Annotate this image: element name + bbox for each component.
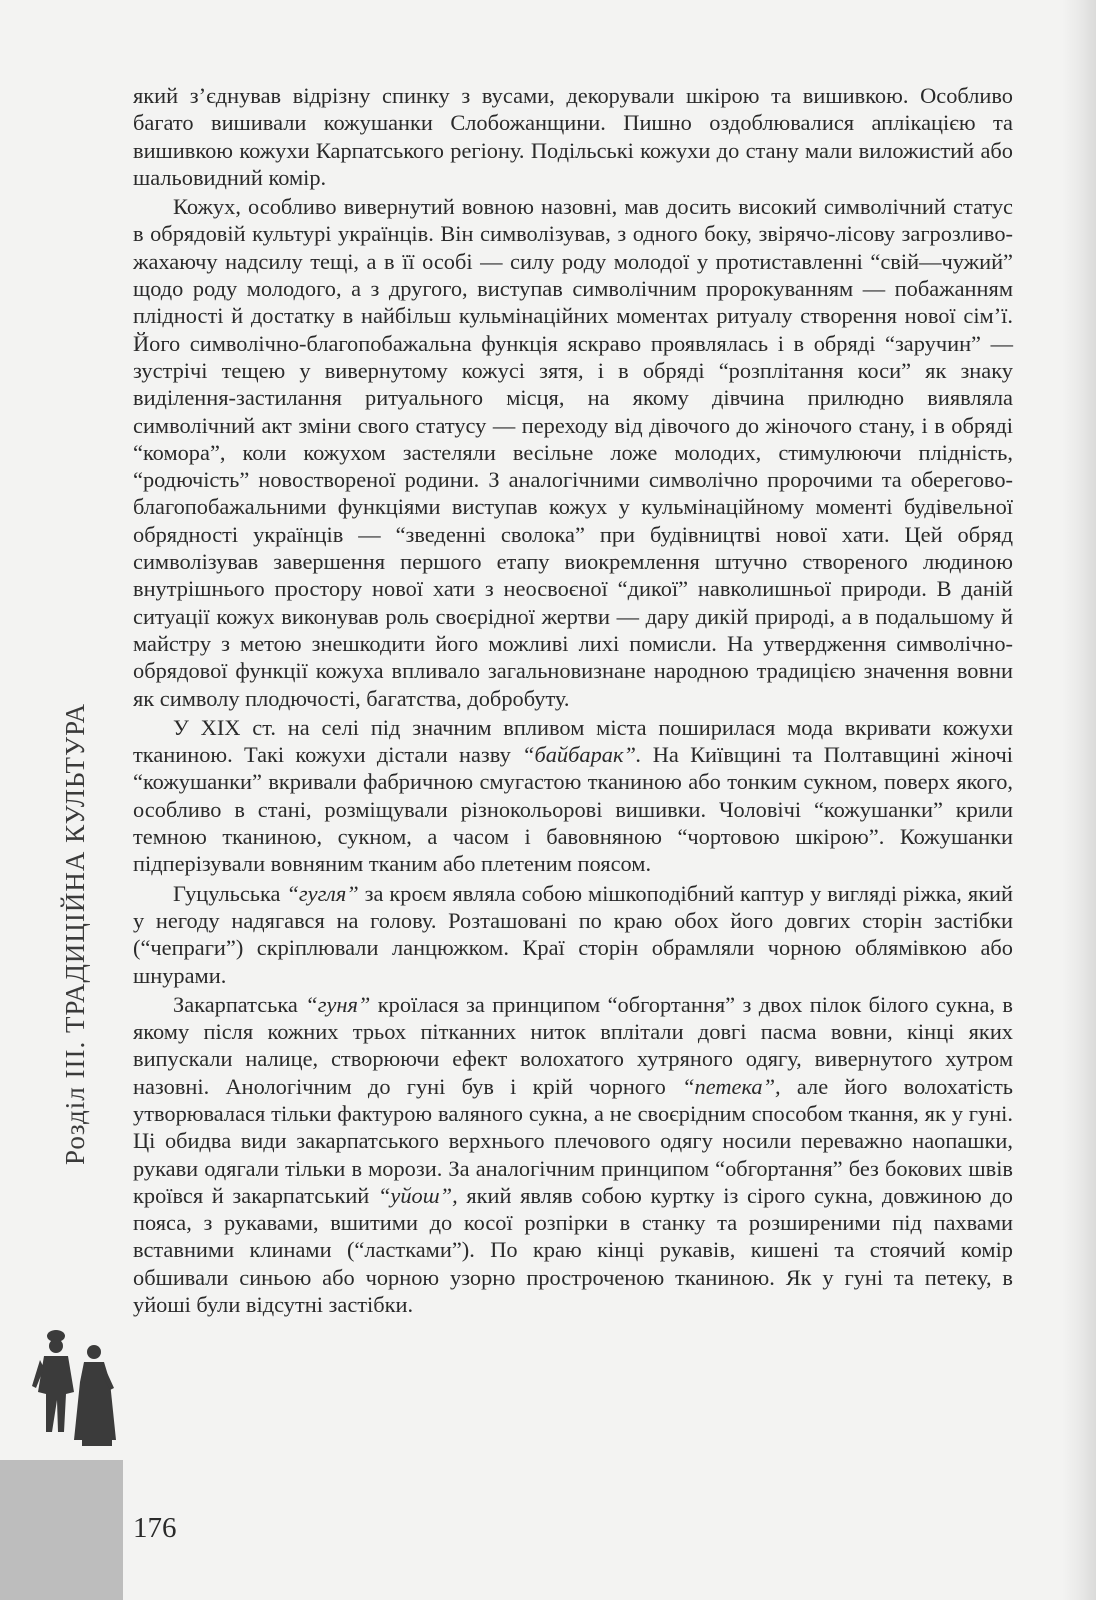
text-run: який являв собою куртку із сірого сукна, довжиною до пояса, з рукавами, вшитими до косої розпірки в станку та розширеними під пахвами вставними клинами (“ластками”). По краю кінці рукавів, кишені та стоячий комір обшивали синьою або чорною узорно простроченою тканиною. Як у гуні та петеку, в уйоші були відсутні застібки. xyxy=(133,1182,1013,1318)
term-italic: “уйош”, xyxy=(377,1182,458,1208)
paragraph xyxy=(133,991,1013,1319)
text-run: Кожух, особливо вивернутий вовною назовні, мав досить високий символічний статус в обрядовій культурі українців. Він символізував, з одного боку, звірячо-лісову загрозливо-жахаючу надсилу тещі, а в її особі — силу роду молодої у протиставленні “свій—чужий” щодо роду молодого, а з другого, виступав символічним пророкуванням — побажанням плідності й достатку в найбільш кульмінаційних моментах ритуалу створення нової сім’ї. Його символічно-благопобажальна функція яскраво проявлялась і в обряді “заручин” — зустрічі тещею у вивернутому кожусі зятя, і в обряді “розплітання коси” як знаку виділення-застилання ритуального місця, на якому дівчина прилюдно виявляла символічний акт зміни свого статусу — переходу від дівочого до жіночого стану, і в обряді “комора”, коли кожухом застеляли весільне ложе молодих, стимулюючи плідність, “родючість” новоствореної родини. З аналогічними символічно пророчими та оберегово-благопобажальними функціями виступав кожух у кульмінаційному моменті будівельної обрядності українців — “зведенні сволока” при будівництві нової хати. Цей обряд символізував завершення першого етапу виокремлення штучно створеного людиною внутрішнього простору нової хати з неосвоєної “дикої” навколишньої природи. В даній ситуації кожух виконував роль своєрідної жертви — дару дикій природі, а в подальшому й майстру з метою знешкодити його можливі лихі помисли. На утвердження символічно-обрядової функції кожуха впливало загальновизнане народною традицією значення вовни як символу плодючості, багатства, добробуту. xyxy=(133,194,1013,711)
paragraph xyxy=(133,880,1013,989)
text-run: за кроєм являла собою мішкоподібний каптур у вигляді ріжка, який у негоду надягався на голову. Розташовані по краю обох його довгих сторін застібки (“чепраги”) скріплювали ланцюжком. Краї сторін обрамляли чорною облямівкою або шнурами. xyxy=(133,880,1014,988)
paragraph xyxy=(133,82,1013,191)
text-run: Гуцульська xyxy=(173,880,287,906)
body-text xyxy=(133,82,1013,1320)
term-italic: “гуня” xyxy=(305,991,371,1017)
text-run: але його волохатість утворювалася тільки фактурою валяного сукна, а не своєрідним способом ткання, як у гуні. Ці обидва види закарпатського верхнього плечового одягу носили переважно наопашки, рукави одягали тільки в морози. За аналогічним принципом “обгортання” без бокових швів кроївся й закарпатський xyxy=(133,1073,1013,1208)
term-italic: “байбарак”. xyxy=(522,742,642,768)
text-run: У XIX ст. на селі під значним впливом міста поширилася мода вкривати кожухи тканиною. Такі кожухи дістали назву xyxy=(133,714,1013,768)
page-number: 176 xyxy=(133,1512,177,1544)
section-title-vertical: Розділ III. ТРАДИЦІЙНА КУЛЬТУРА xyxy=(60,702,90,1165)
term-italic: “гугля” xyxy=(286,880,359,906)
page-edge-shadow xyxy=(1062,0,1096,1600)
paragraph xyxy=(133,714,1013,878)
text-run: Закарпатська xyxy=(173,991,306,1017)
corner-grey-block xyxy=(0,1460,123,1600)
text-run: кроїлася за принципом “обгортання” з двох пілок білого сукна, в якому після кожних трьох пітканних ниток вплітали довгі пасма вовни, кінці яких випускали налице, створюючи ефект волохатого хутряного одягу, вивернутого хутром назовні. Анологічним до гуні був і крій чорного xyxy=(133,991,1014,1099)
text-run: На Київщині та Полтавщині жіночі “кожушанки” вкривали фабричною смугастою тканиною або тонким сукном, поверх якого, особливо в стані, розміщували різнокольорові вишивки. Чоловічі “кожушанки” крили темною тканиною, сукном, а часом і бавовняною “чортовою шкірою”. Кожушанки підперізували вовняним тканим або плетеним поясом. xyxy=(133,742,1013,877)
term-italic: “петека”, xyxy=(682,1073,781,1099)
paragraph xyxy=(133,193,1013,712)
text-run: який з’єднував відрізну спинку з вусами, декорували шкірою та вишивкою. Особливо багато вишивали кожушанки Слобожанщини. Пишно оздоблювалися аплікацією та вишивкою кожухи Карпатського регіону. Подільські кожухи до стану мали виложистий або шальовидний комір. xyxy=(133,83,1013,190)
folk-figures-illustration xyxy=(22,1322,124,1462)
